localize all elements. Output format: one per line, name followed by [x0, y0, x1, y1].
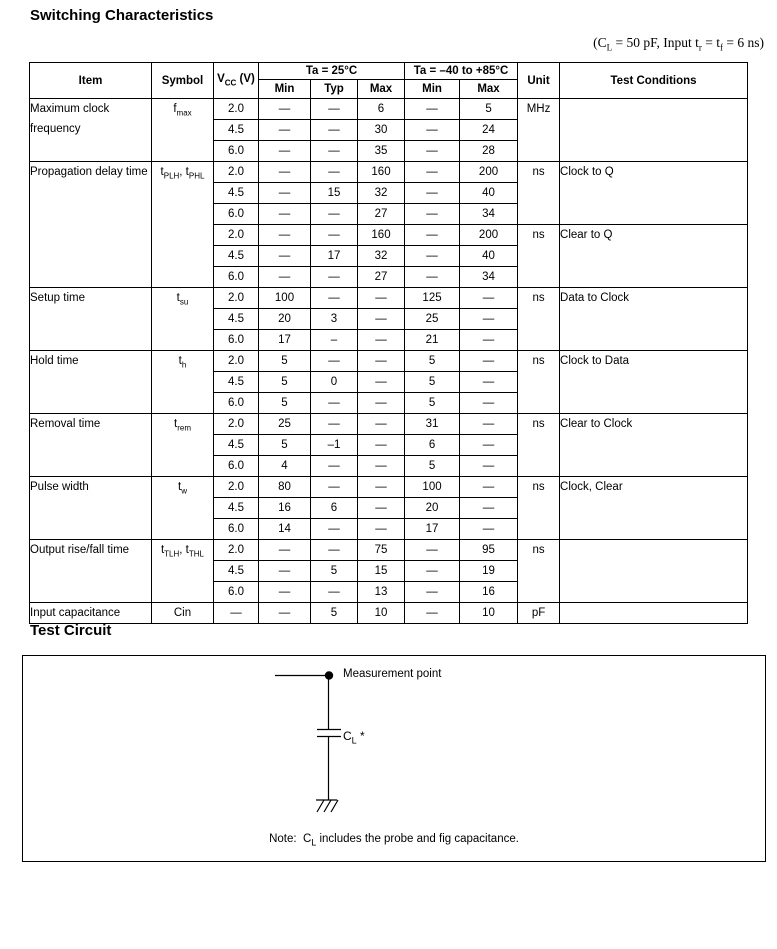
typ25-cell: 5 [311, 603, 358, 624]
col-header-max-range: Max [460, 80, 518, 99]
max25-cell: 10 [358, 603, 405, 624]
min85-cell: 20 [405, 498, 460, 519]
max25-cell: 27 [358, 204, 405, 225]
max85-cell: 24 [460, 120, 518, 141]
min85-cell: 5 [405, 351, 460, 372]
min85-cell: 5 [405, 393, 460, 414]
vcc-cell: 4.5 [214, 309, 259, 330]
col-header-max-25: Max [358, 80, 405, 99]
circuit-note: Note: $C_L$ includes the probe and fig capacitance. [269, 833, 519, 848]
max25-cell: — [358, 435, 405, 456]
typ25-cell: — [311, 288, 358, 309]
table-row [30, 414, 748, 435]
item-cell: Input capacitance [30, 603, 152, 624]
table-row [30, 162, 748, 183]
min25-cell: 5 [259, 435, 311, 456]
max85-cell: — [460, 288, 518, 309]
max85-cell: 34 [460, 204, 518, 225]
min85-cell: — [405, 561, 460, 582]
typ25-cell: 15 [311, 183, 358, 204]
typ25-cell: –1 [311, 435, 358, 456]
max25-cell: 15 [358, 561, 405, 582]
vcc-cell: 4.5 [214, 372, 259, 393]
symbol-cell: $t_w$ [152, 477, 214, 540]
max85-cell: — [460, 435, 518, 456]
symbol-cell: $t_{rem}$ [152, 414, 214, 477]
min85-cell: 17 [405, 519, 460, 540]
typ25-cell: 0 [311, 372, 358, 393]
vcc-cell: — [214, 603, 259, 624]
max85-cell: 200 [460, 162, 518, 183]
test-condition-cell: Clock to Data [560, 351, 748, 414]
typ25-cell: 3 [311, 309, 358, 330]
max85-cell: — [460, 414, 518, 435]
min85-cell: 5 [405, 372, 460, 393]
item-cell: Removal time [30, 414, 152, 477]
ground-hatch-2 [324, 800, 331, 812]
vcc-cell: 4.5 [214, 246, 259, 267]
min85-cell: 21 [405, 330, 460, 351]
vcc-cell: 4.5 [214, 183, 259, 204]
max85-cell: — [460, 330, 518, 351]
vcc-cell: 4.5 [214, 498, 259, 519]
typ25-cell: 5 [311, 561, 358, 582]
max25-cell: — [358, 414, 405, 435]
max85-cell: — [460, 351, 518, 372]
min25-cell: 4 [259, 456, 311, 477]
vcc-cell: 4.5 [214, 561, 259, 582]
vcc-cell: 6.0 [214, 330, 259, 351]
vcc-cell: 2.0 [214, 225, 259, 246]
table-row [30, 603, 748, 624]
vcc-cell: 6.0 [214, 141, 259, 162]
typ25-cell: — [311, 351, 358, 372]
min85-cell: — [405, 246, 460, 267]
col-header-vcc: $V_{CC}$ (V) [214, 63, 259, 99]
min85-cell: — [405, 225, 460, 246]
typ25-cell: — [311, 99, 358, 120]
symbol-cell: $t_{TLH}$, $t_{THL}$ [152, 540, 214, 603]
min25-cell: — [259, 603, 311, 624]
max85-cell: — [460, 477, 518, 498]
min85-cell: 100 [405, 477, 460, 498]
vcc-cell: 2.0 [214, 288, 259, 309]
vcc-cell: 2.0 [214, 540, 259, 561]
max85-cell: — [460, 309, 518, 330]
table-row [30, 477, 748, 498]
max25-cell: 30 [358, 120, 405, 141]
min25-cell: 16 [259, 498, 311, 519]
max25-cell: 35 [358, 141, 405, 162]
vcc-cell: 2.0 [214, 351, 259, 372]
max85-cell: — [460, 498, 518, 519]
header-row-ta [30, 63, 748, 80]
max85-cell: — [460, 393, 518, 414]
max25-cell: 160 [358, 225, 405, 246]
vcc-cell: 6.0 [214, 204, 259, 225]
max85-cell: 95 [460, 540, 518, 561]
vcc-cell: 6.0 [214, 519, 259, 540]
item-cell: Pulse width [30, 477, 152, 540]
min25-cell: — [259, 183, 311, 204]
test-condition-note: ($C_L = 50$ pF, Input $t_r = t_f = 6$ ns) [593, 35, 764, 53]
symbol-cell: $t_{su}$ [152, 288, 214, 351]
max25-cell: — [358, 351, 405, 372]
col-header-symbol: Symbol [152, 63, 214, 99]
max85-cell: 16 [460, 582, 518, 603]
max85-cell: 5 [460, 99, 518, 120]
max25-cell: — [358, 498, 405, 519]
min85-cell: 5 [405, 456, 460, 477]
min25-cell: — [259, 267, 311, 288]
table-row [30, 99, 748, 120]
max25-cell: — [358, 330, 405, 351]
typ25-cell: — [311, 120, 358, 141]
test-circuit-box [22, 655, 766, 862]
min25-cell: 80 [259, 477, 311, 498]
test-condition-cell: Clock to Q [560, 162, 748, 225]
col-header-typ-25: Typ [311, 80, 358, 99]
min25-cell: — [259, 225, 311, 246]
max85-cell: 200 [460, 225, 518, 246]
min25-cell: — [259, 120, 311, 141]
min25-cell: 20 [259, 309, 311, 330]
min25-cell: 25 [259, 414, 311, 435]
typ25-cell: — [311, 225, 358, 246]
min85-cell: 6 [405, 435, 460, 456]
load-capacitor-label: $C_L$ * [343, 729, 365, 746]
unit-cell: ns [518, 162, 560, 225]
max25-cell: — [358, 309, 405, 330]
vcc-cell: 6.0 [214, 267, 259, 288]
typ25-cell: — [311, 456, 358, 477]
max85-cell: 40 [460, 183, 518, 204]
max25-cell: 27 [358, 267, 405, 288]
typ25-cell: — [311, 519, 358, 540]
max25-cell: — [358, 456, 405, 477]
test-condition-cell [560, 99, 748, 162]
measurement-point-label: Measurement point [343, 668, 442, 680]
min85-cell: — [405, 603, 460, 624]
min25-cell: — [259, 204, 311, 225]
test-condition-cell [560, 603, 748, 624]
symbol-cell: $t_{PLH}$, $t_{PHL}$ [152, 162, 214, 288]
min25-cell: — [259, 162, 311, 183]
min25-cell: — [259, 540, 311, 561]
max85-cell: — [460, 519, 518, 540]
min25-cell: — [259, 582, 311, 603]
item-cell: Maximum clock frequency [30, 99, 152, 162]
test-condition-cell: Clock, Clear [560, 477, 748, 540]
vcc-cell: 2.0 [214, 99, 259, 120]
unit-cell: ns [518, 414, 560, 477]
symbol-cell: $t_h$ [152, 351, 214, 414]
symbol-cell: Cin [152, 603, 214, 624]
page-title: Switching Characteristics [30, 7, 214, 24]
min85-cell: — [405, 582, 460, 603]
test-condition-cell: Data to Clock [560, 288, 748, 351]
typ25-cell: — [311, 162, 358, 183]
vcc-cell: 6.0 [214, 456, 259, 477]
min85-cell: — [405, 204, 460, 225]
ground-hatch-3 [331, 800, 338, 812]
max25-cell: 160 [358, 162, 405, 183]
min85-cell: — [405, 141, 460, 162]
max25-cell: — [358, 519, 405, 540]
max85-cell: 19 [460, 561, 518, 582]
typ25-cell: 17 [311, 246, 358, 267]
min25-cell: 5 [259, 372, 311, 393]
circuit-diagram [23, 656, 765, 861]
unit-cell: pF [518, 603, 560, 624]
max25-cell: 32 [358, 246, 405, 267]
item-cell: Output rise/fall time [30, 540, 152, 603]
unit-cell: ns [518, 477, 560, 540]
unit-cell: ns [518, 540, 560, 603]
section-title-test-circuit: Test Circuit [30, 622, 112, 639]
test-condition-cell [560, 540, 748, 603]
min25-cell: — [259, 246, 311, 267]
typ25-cell: — [311, 540, 358, 561]
min25-cell: 5 [259, 351, 311, 372]
typ25-cell: 6 [311, 498, 358, 519]
min85-cell: — [405, 162, 460, 183]
ground-hatch-1 [317, 800, 324, 812]
min25-cell: — [259, 99, 311, 120]
typ25-cell: — [311, 267, 358, 288]
min25-cell: 5 [259, 393, 311, 414]
min85-cell: — [405, 267, 460, 288]
vcc-cell: 6.0 [214, 582, 259, 603]
vcc-cell: 4.5 [214, 120, 259, 141]
min25-cell: — [259, 561, 311, 582]
unit-cell: ns [518, 225, 560, 288]
unit-cell: ns [518, 288, 560, 351]
col-header-min-25: Min [259, 80, 311, 99]
max85-cell: 34 [460, 267, 518, 288]
min25-cell: 14 [259, 519, 311, 540]
typ25-cell: — [311, 477, 358, 498]
max25-cell: — [358, 477, 405, 498]
item-cell: Hold time [30, 351, 152, 414]
min85-cell: 125 [405, 288, 460, 309]
min25-cell: — [259, 141, 311, 162]
typ25-cell: — [311, 582, 358, 603]
typ25-cell: – [311, 330, 358, 351]
col-header-item: Item [30, 63, 152, 99]
min85-cell: 25 [405, 309, 460, 330]
max85-cell: 28 [460, 141, 518, 162]
table-row [30, 288, 748, 309]
min25-cell: 17 [259, 330, 311, 351]
item-cell: Propagation delay time [30, 162, 152, 288]
max25-cell: — [358, 288, 405, 309]
max85-cell: — [460, 372, 518, 393]
col-header-ta25: Ta = 25°C [259, 63, 405, 80]
vcc-cell: 4.5 [214, 435, 259, 456]
typ25-cell: — [311, 414, 358, 435]
unit-cell: MHz [518, 99, 560, 162]
typ25-cell: — [311, 393, 358, 414]
switching-characteristics-table [29, 62, 748, 624]
col-header-test-conditions: Test Conditions [560, 63, 748, 99]
max85-cell: 10 [460, 603, 518, 624]
max25-cell: 32 [358, 183, 405, 204]
vcc-cell: 2.0 [214, 477, 259, 498]
max85-cell: — [460, 456, 518, 477]
min25-cell: 100 [259, 288, 311, 309]
max25-cell: 13 [358, 582, 405, 603]
test-condition-cell: Clear to Q [560, 225, 748, 288]
unit-cell: ns [518, 351, 560, 414]
max25-cell: 75 [358, 540, 405, 561]
table-row [30, 540, 748, 561]
min85-cell: — [405, 183, 460, 204]
min85-cell: 31 [405, 414, 460, 435]
typ25-cell: — [311, 204, 358, 225]
table-row [30, 351, 748, 372]
min85-cell: — [405, 99, 460, 120]
item-cell: Setup time [30, 288, 152, 351]
max25-cell: — [358, 393, 405, 414]
col-header-min-range: Min [405, 80, 460, 99]
min85-cell: — [405, 120, 460, 141]
typ25-cell: — [311, 141, 358, 162]
test-condition-cell: Clear to Clock [560, 414, 748, 477]
max85-cell: 40 [460, 246, 518, 267]
col-header-unit: Unit [518, 63, 560, 99]
vcc-cell: 2.0 [214, 162, 259, 183]
max25-cell: 6 [358, 99, 405, 120]
max25-cell: — [358, 372, 405, 393]
symbol-cell: $f_{max}$ [152, 99, 214, 162]
min85-cell: — [405, 540, 460, 561]
vcc-cell: 6.0 [214, 393, 259, 414]
col-header-ta-range: Ta = –40 to +85°C [405, 63, 518, 80]
vcc-cell: 2.0 [214, 414, 259, 435]
